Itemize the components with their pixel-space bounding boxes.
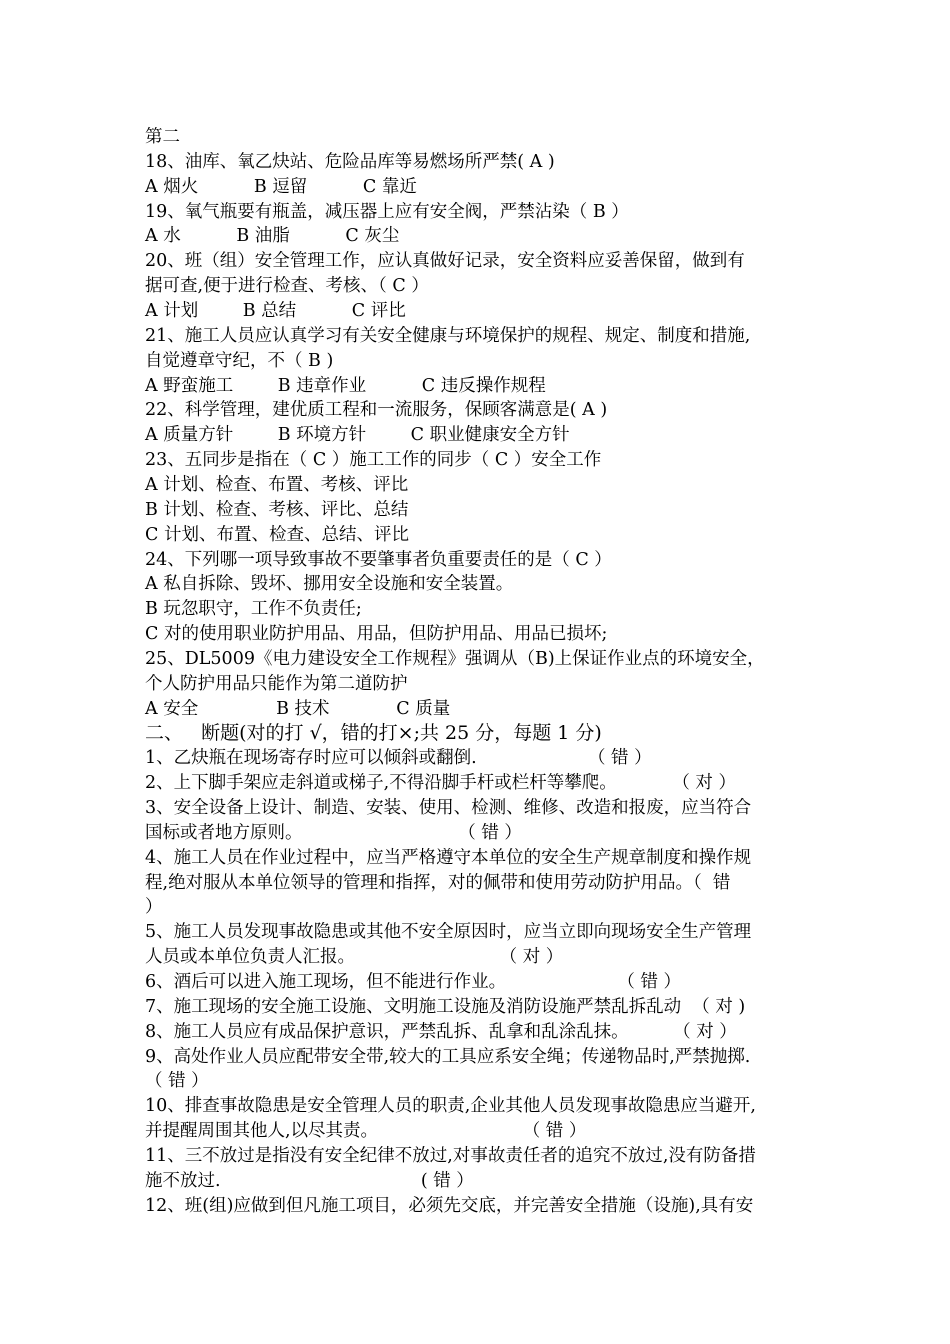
text-line: A 野蛮施工 B 违章作业 C 违反操作规程 — [145, 375, 546, 396]
text-line: A 计划、检查、布置、考核、评比 — [145, 474, 409, 495]
text-line: A 烟火 B 逗留 C 靠近 — [145, 176, 417, 197]
text-line: 个人防护用品只能作为第二道防护 — [145, 673, 408, 694]
text-line: 1、乙炔瓶在现场寄存时应可以倾斜或翻倒. （ 错 ） — [145, 748, 652, 769]
text-line: 12、班(组)应做到但凡施工项目，必须先交底，并完善安全措施（设施),具有安 — [145, 1195, 754, 1216]
text-line: A 质量方针 B 环境方针 C 职业健康安全方针 — [145, 425, 570, 446]
text-line: 8、施工人员应有成品保护意识，严禁乱拆、乱拿和乱涂乱抹。 （ 对 ） — [145, 1021, 737, 1042]
text-line: 人员或本单位负责人汇报。 （ 对 ） — [145, 947, 564, 968]
text-line: B 玩忽职守，工作不负责任; — [145, 599, 362, 620]
text-line: 国标或者地方原则。 （ 错 ） — [145, 822, 522, 843]
text-line: 7、施工现场的安全施工设施、文明施工设施及消防设施严禁乱拆乱动 （ 对 ) — [145, 996, 746, 1017]
text-line: 程,绝对服从本单位领导的管理和指挥，对的佩带和使用劳动防护用品。（ 错 — [145, 872, 731, 893]
text-line: 23、五同步是指在（ C ）施工工作的同步（ C ）安全工作 — [145, 450, 602, 471]
text-line: 据可查,便于进行检查、考核、（ C ） — [145, 276, 429, 297]
text-line: 19、氧气瓶要有瓶盖，减压器上应有安全阀，严禁沾染（ B ） — [145, 201, 629, 222]
text-line: 2、上下脚手架应走斜道或梯子,不得沿脚手杆或栏杆等攀爬。 （ 对 ） — [145, 773, 736, 794]
text-line: 自觉遵章守纪，不（ B ) — [145, 350, 334, 371]
text-line: 并提醒周围其他人,以尽其责。 （ 错 ） — [145, 1121, 587, 1141]
text-line: A 安全 B 技术 C 质量 — [145, 698, 451, 719]
text-line: 18、油库、氧乙炔站、危险品库等易燃场所严禁( A ) — [145, 151, 555, 172]
text-line: 9、高处作业人员应配带安全带,较大的工具应系安全绳；传递物品时,严禁抛掷. — [145, 1046, 751, 1067]
text-line: （ 错 ） — [145, 1071, 209, 1092]
text-line: A 计划 B 总结 C 评比 — [145, 301, 406, 321]
text-line: B 计划、检查、考核、评比、总结 — [145, 499, 409, 520]
text-line: ） — [145, 897, 163, 918]
text-line: 第二 — [145, 127, 180, 147]
text-line: 11、三不放过是指没有安全纪律不放过,对事故责任者的追究不放过,没有防备措 — [145, 1145, 756, 1166]
text-line: 5、施工人员发现事故隐患或其他不安全原因时，应当立即向现场安全生产管理 — [145, 922, 752, 943]
text-line: 21、施工人员应认真学习有关安全健康与环境保护的规程、规定、制度和措施, — [145, 325, 751, 346]
text-line: 6、酒后可以进入施工现场，但不能进行作业。 （ 错 ） — [145, 971, 682, 992]
text-line: A 私自拆除、毁坏、挪用安全设施和安全装置。 — [145, 574, 514, 595]
text-line: 24、下列哪一项导致事故不要肇事者负重要责任的是（ C ） — [145, 549, 612, 570]
text-line: C 对的使用职业防护用品、用品，但防护用品、用品已损坏; — [145, 624, 608, 644]
text-line: C 计划、布置、检查、总结、评比 — [145, 524, 409, 545]
text-line: 20、班（组）安全管理工作，应认真做好记录，安全资料应妥善保留，做到有 — [145, 251, 745, 272]
text-line: 22、科学管理，建优质工程和一流服务，保顾客满意是( A ) — [145, 400, 608, 421]
text-line: 10、排查事故隐患是安全管理人员的职责,企业其他人员发现事故隐患应当避开, — [145, 1096, 756, 1117]
text-line: 3、安全设备上设计、制造、安装、使用、检测、维修、改造和报废，应当符合 — [145, 798, 752, 818]
text-line: 4、施工人员在作业过程中，应当严格遵守本单位的安全生产规章制度和操作规 — [145, 847, 752, 868]
text-line: A 水 B 油脂 C 灰尘 — [145, 226, 400, 247]
text-line: 施不放过. ( 错 ） — [145, 1170, 474, 1191]
text-line: 25、DL5009《电力建设安全工作规程》强调从（B)上保证作业点的环境安全， — [145, 648, 765, 669]
section-heading: 二、 断题(对的打 √，错的打×;共 25 分，每题 1 分) — [145, 722, 602, 745]
